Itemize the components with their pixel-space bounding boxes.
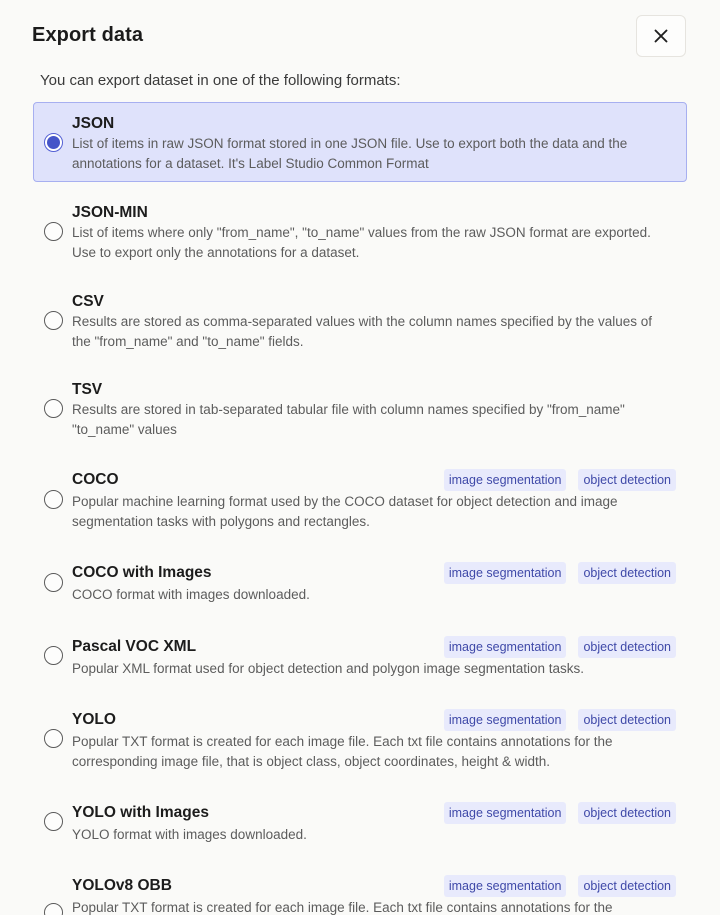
format-option[interactable] xyxy=(33,696,687,785)
format-name-row xyxy=(72,292,676,312)
format-option[interactable] xyxy=(33,789,687,858)
radio-button[interactable] xyxy=(44,729,63,748)
format-tag: image segmentation xyxy=(444,875,567,897)
format-tag: image segmentation xyxy=(444,802,567,824)
format-name-row xyxy=(72,709,676,731)
format-name: CSV xyxy=(72,293,104,310)
format-name-row xyxy=(72,636,676,658)
format-tag: image segmentation xyxy=(444,469,567,491)
format-description: COCO format with images downloaded. xyxy=(72,587,310,602)
format-name: YOLOv8 OBB xyxy=(72,877,172,894)
format-description: Results are stored as comma-separated values with the column names specified by the values of the "from_name" and "to_name" fields. xyxy=(72,314,653,349)
format-option[interactable] xyxy=(33,367,687,453)
format-tags xyxy=(444,562,676,584)
format-name-row xyxy=(72,380,676,400)
format-tags xyxy=(444,469,676,491)
radio-button[interactable] xyxy=(44,222,63,241)
format-name: COCO xyxy=(72,471,119,488)
radio-button[interactable] xyxy=(44,311,63,330)
format-description: List of items in raw JSON format stored in one JSON file. Use to export both the data and the annotations for a dataset. It's Label Studio Common Format xyxy=(72,136,628,171)
format-option[interactable] xyxy=(33,279,687,365)
format-name: JSON xyxy=(72,115,115,132)
format-name-row xyxy=(72,114,676,134)
format-option[interactable] xyxy=(33,102,687,182)
dialog-title: Export data xyxy=(32,24,144,46)
radio-button[interactable] xyxy=(44,399,63,418)
format-tag: image segmentation xyxy=(444,562,567,584)
format-name: Pascal VOC XML xyxy=(72,638,197,655)
format-description: Popular machine learning format used by the COCO dataset for object detection and image segmentation tasks with polygons and rectangles. xyxy=(72,494,618,529)
format-name: YOLO xyxy=(72,711,116,728)
format-name-row xyxy=(72,802,676,824)
format-name-row xyxy=(72,562,676,584)
format-description: Results are stored in tab-separated tabular file with column names specified by "from_name" "to_name" values xyxy=(72,402,625,437)
format-tag: object detection xyxy=(578,802,676,824)
format-name: YOLO with Images xyxy=(72,804,209,821)
format-tag: object detection xyxy=(578,875,676,897)
format-description: List of items where only "from_name", "to_name" values from the raw JSON format are exported. Use to export only the annotations for a dataset. xyxy=(72,225,651,260)
format-option[interactable] xyxy=(33,549,687,618)
format-description: Popular TXT format is created for each image file. Each txt file contains annotations for the xyxy=(72,900,613,915)
dialog-header xyxy=(0,0,720,70)
intro-text: You can export dataset in one of the following formats: xyxy=(40,72,401,89)
format-name-row xyxy=(72,469,676,491)
format-tag: object detection xyxy=(578,469,676,491)
format-tag: image segmentation xyxy=(444,636,567,658)
radio-button[interactable] xyxy=(44,490,63,509)
format-name: COCO with Images xyxy=(72,564,212,581)
format-tags xyxy=(444,709,676,731)
format-description: YOLO format with images downloaded. xyxy=(72,827,307,842)
format-tags xyxy=(444,875,676,897)
radio-button[interactable] xyxy=(44,903,63,915)
format-tag: image segmentation xyxy=(444,709,567,731)
format-option[interactable] xyxy=(33,862,687,915)
radio-button[interactable] xyxy=(44,646,63,665)
format-tags xyxy=(444,636,676,658)
format-option[interactable] xyxy=(33,623,687,692)
format-name: TSV xyxy=(72,381,103,398)
format-option[interactable] xyxy=(33,456,687,545)
format-tags xyxy=(444,802,676,824)
format-option[interactable] xyxy=(33,190,687,276)
radio-button[interactable] xyxy=(44,133,63,152)
format-description: Popular XML format used for object detection and polygon image segmentation tasks. xyxy=(72,661,585,676)
close-icon xyxy=(653,28,669,44)
format-name-row xyxy=(72,875,676,897)
radio-button[interactable] xyxy=(44,812,63,831)
format-name-row xyxy=(72,203,676,223)
close-button[interactable] xyxy=(636,15,686,57)
format-tag: object detection xyxy=(578,709,676,731)
radio-button[interactable] xyxy=(44,573,63,592)
format-tag: object detection xyxy=(578,636,676,658)
format-description: Popular TXT format is created for each image file. Each txt file contains annotations for the corresponding image file, that is object class, object coordinates, height & width. xyxy=(72,734,613,769)
format-tag: object detection xyxy=(578,562,676,584)
format-name: JSON-MIN xyxy=(72,204,148,221)
